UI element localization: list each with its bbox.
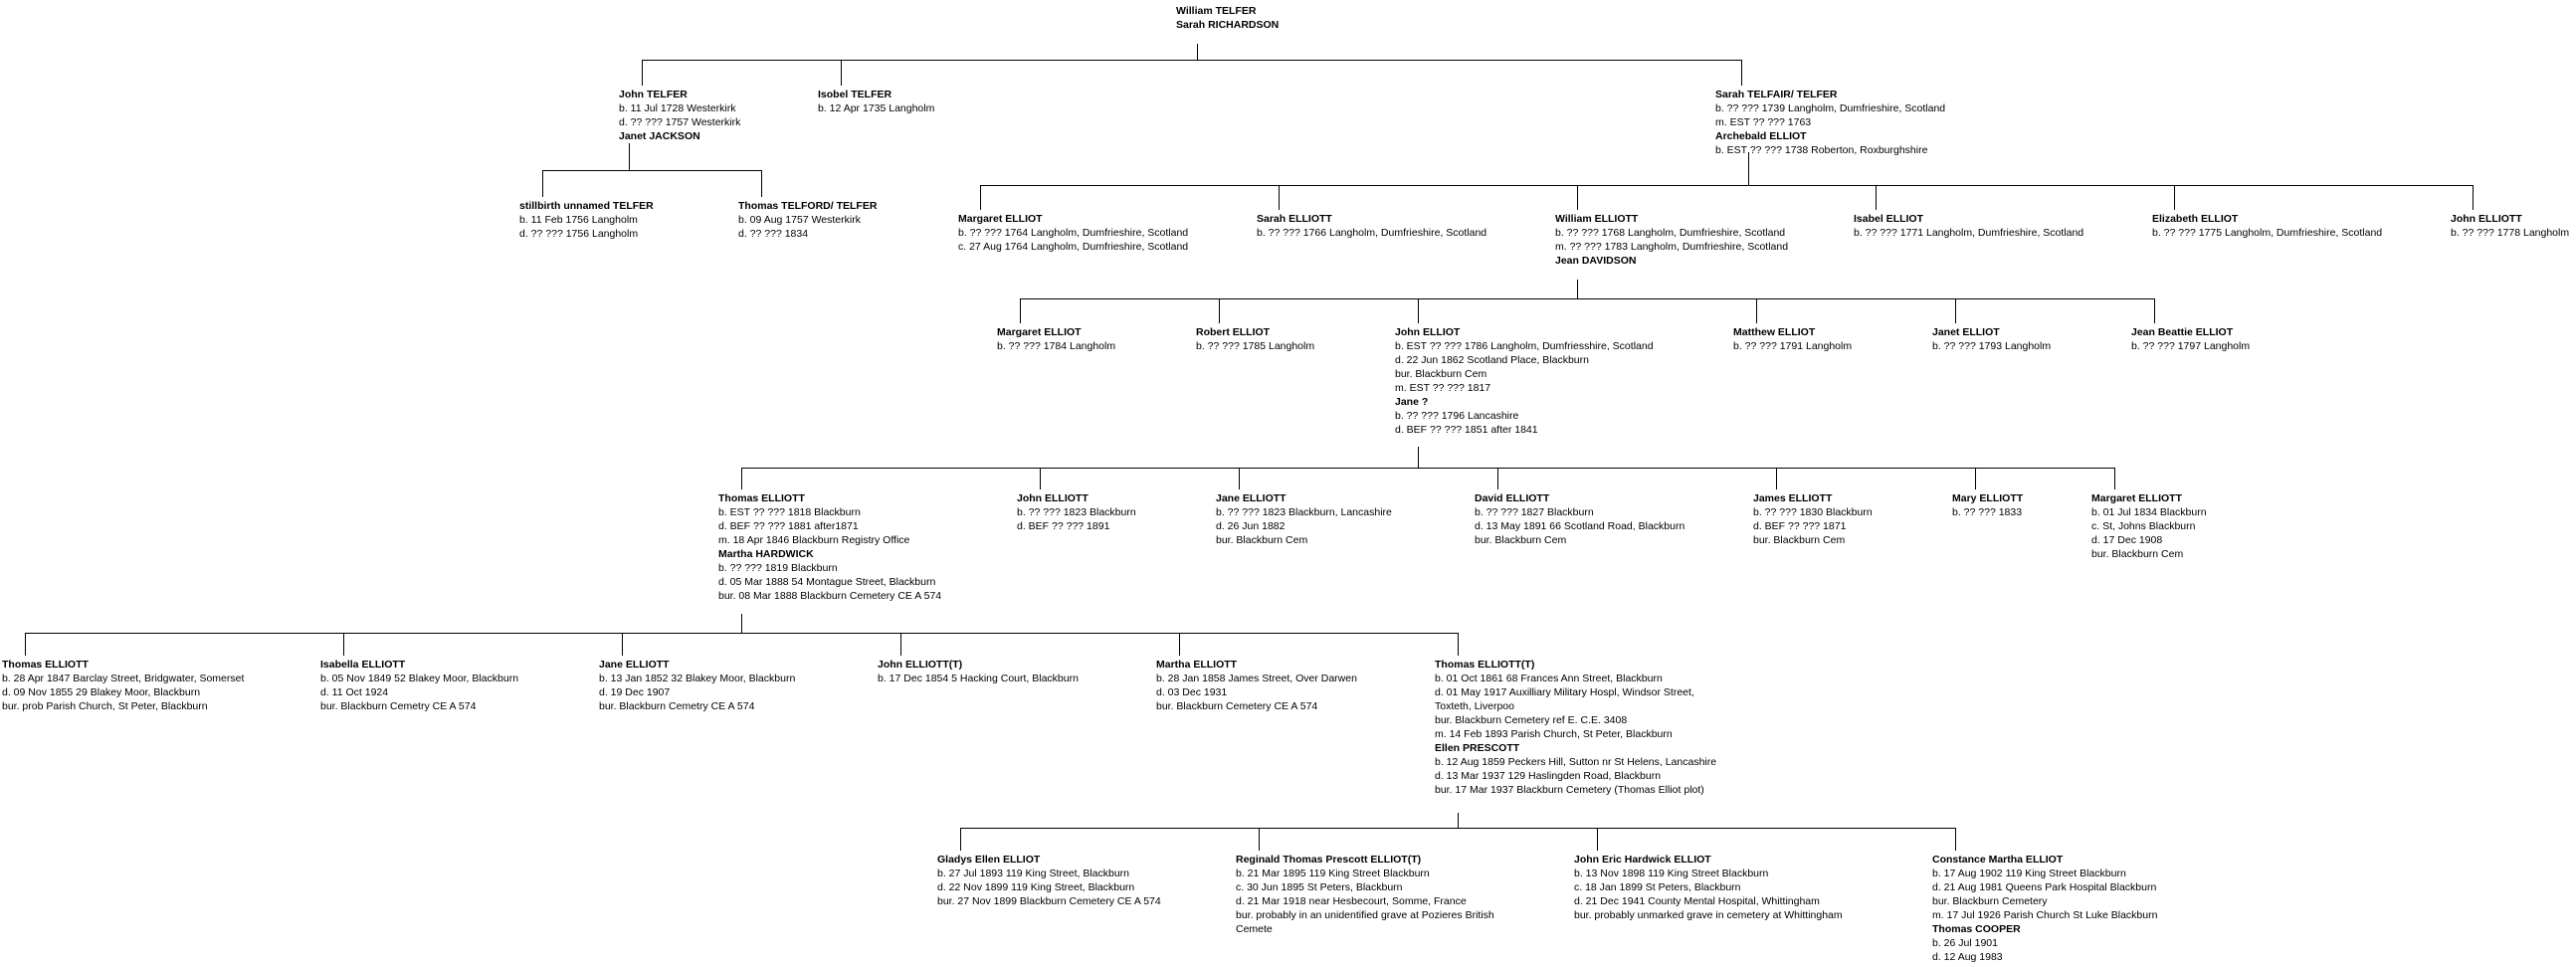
person-detail: c. 27 Aug 1764 Langholm, Dumfrieshire, Scotland xyxy=(958,241,1189,253)
person-detail: b. ?? ??? 1797 Langholm xyxy=(2131,340,2251,352)
person-detail: b. ?? ??? 1833 xyxy=(1952,506,2023,518)
person-detail: bur. probably unmarked grave in cemetery at Whittingham xyxy=(1574,909,1843,921)
person-detail: d. 17 Dec 1908 xyxy=(2091,534,2163,546)
spouse-name: Jean DAVIDSON xyxy=(1555,255,1637,267)
person-detail: b. EST ?? ??? 1786 Langholm, Dumfriesshire, Scotland xyxy=(1395,340,1654,352)
person-detail: bur. prob Parish Church, St Peter, Blackburn xyxy=(2,700,208,712)
person-name: John ELLIOTT xyxy=(1017,492,1089,504)
person-sarah-elliott-1766[interactable] xyxy=(1257,212,1486,240)
person-detail: b. 13 Jan 1852 32 Blakey Moor, Blackburn xyxy=(599,673,796,684)
spouse-detail: d. 12 Aug 1983 xyxy=(1932,951,2003,963)
person-detail: b. 01 Oct 1861 68 Frances Ann Street, Blackburn xyxy=(1435,673,1663,684)
person-detail: b. ?? ??? 1823 Blackburn, Lancashire xyxy=(1216,506,1392,518)
person-detail: d. 13 May 1891 66 Scotland Road, Blackburn xyxy=(1475,520,1685,532)
person-detail: b. ?? ??? 1739 Langholm, Dumfrieshire, Scotland xyxy=(1715,102,1946,114)
person-name: David ELLIOTT xyxy=(1475,492,1550,504)
person-name: Matthew ELLIOT xyxy=(1733,326,1816,338)
person-detail: m. 17 Jul 1926 Parish Church St Luke Blackburn xyxy=(1932,909,2158,921)
person-name: Janet ELLIOT xyxy=(1932,326,2000,338)
person-margaret-elliot-1784[interactable] xyxy=(997,325,1115,353)
person-name: Thomas ELLIOTT xyxy=(2,659,89,671)
person-detail: d. 03 Dec 1931 xyxy=(1156,686,1228,698)
person-detail: bur. Blackburn Cem xyxy=(1395,368,1487,380)
person-detail: b. 12 Apr 1735 Langholm xyxy=(818,102,935,114)
spouse-detail: bur. 08 Mar 1888 Blackburn Cemetery CE A 574 xyxy=(718,590,942,602)
person-name: Isabel ELLIOT xyxy=(1854,213,1924,225)
person-detail: b. ?? ??? 1784 Langholm xyxy=(997,340,1116,352)
person-detail: b. ?? ??? 1768 Langholm, Dumfrieshire, Scotland xyxy=(1555,227,1786,239)
person-william-telfer[interactable] xyxy=(1176,4,1279,32)
person-name: Robert ELLIOT xyxy=(1196,326,1271,338)
spouse-detail: b. EST ?? ??? 1738 Roberton, Roxburghshire xyxy=(1715,144,1928,156)
person-mary-elliott[interactable] xyxy=(1952,491,2023,519)
person-name: Constance Martha ELLIOT xyxy=(1932,854,2064,866)
person-john-elliot-1786[interactable] xyxy=(1395,325,1654,437)
spouse-detail: b. ?? ??? 1796 Lancashire xyxy=(1395,410,1519,422)
person-gladys-ellen-elliot[interactable] xyxy=(937,853,1161,908)
person-detail: bur. Blackburn Cemetery ref E. C.E. 3408 xyxy=(1435,714,1628,726)
person-name: James ELLIOTT xyxy=(1753,492,1833,504)
person-name: Thomas TELFORD/ TELFER xyxy=(738,200,878,212)
person-detail: b. EST ?? ??? 1818 Blackburn xyxy=(718,506,861,518)
person-james-elliott[interactable] xyxy=(1753,491,1873,547)
person-detail: b. 21 Mar 1895 119 King Street Blackburn xyxy=(1236,868,1430,879)
person-name: Jane ELLIOTT xyxy=(599,659,670,671)
person-matthew-elliot[interactable] xyxy=(1733,325,1852,353)
person-detail: Toxteth, Liverpoo xyxy=(1435,700,1514,712)
person-name: Margaret ELLIOTT xyxy=(2091,492,2183,504)
person-detail: c. 18 Jan 1899 St Peters, Blackburn xyxy=(1574,881,1741,893)
person-detail: b. ?? ??? 1791 Langholm xyxy=(1733,340,1853,352)
person-detail: d. 26 Jun 1882 xyxy=(1216,520,1286,532)
person-name: Jean Beattie ELLIOT xyxy=(2131,326,2234,338)
person-detail: c. St, Johns Blackburn xyxy=(2091,520,2196,532)
person-thomas-telford[interactable] xyxy=(738,199,877,241)
person-name: John TELFER xyxy=(619,89,688,100)
person-detail: d. ?? ??? 1756 Langholm xyxy=(519,228,639,240)
person-name: Reginald Thomas Prescott ELLIOT(T) xyxy=(1236,854,1422,866)
person-detail: d. ?? ??? 1834 xyxy=(738,228,809,240)
person-detail: b. ?? ??? 1766 Langholm, Dumfrieshire, Scotland xyxy=(1257,227,1487,239)
person-detail: b. ?? ??? 1778 Langholm xyxy=(2451,227,2570,239)
person-detail: bur. Blackburn Cemetry CE A 574 xyxy=(320,700,477,712)
person-detail: bur. 27 Nov 1899 Blackburn Cemetery CE A 574 xyxy=(937,895,1161,907)
person-detail: b. 09 Aug 1757 Westerkirk xyxy=(738,214,861,226)
person-detail: c. 30 Jun 1895 St Peters, Blackburn xyxy=(1236,881,1403,893)
person-detail: b. ?? ??? 1764 Langholm, Dumfrieshire, Scotland xyxy=(958,227,1189,239)
person-detail: m. EST ?? ??? 1817 xyxy=(1395,382,1491,394)
person-detail: d. ?? ??? 1757 Westerkirk xyxy=(619,116,741,128)
spouse-name: Archebald ELLIOT xyxy=(1715,130,1807,142)
person-name: Sarah ELLIOTT xyxy=(1257,213,1332,225)
person-name: William ELLIOTT xyxy=(1555,213,1639,225)
person-john-eric-elliot[interactable] xyxy=(1574,853,1843,922)
person-detail: d. 09 Nov 1855 29 Blakey Moor, Blackburn xyxy=(2,686,201,698)
person-thomas-elliott-1861[interactable] xyxy=(1435,658,1716,797)
spouse-detail: bur. 17 Mar 1937 Blackburn Cemetery (Thomas Elliot plot) xyxy=(1435,784,1704,796)
person-detail: b. 28 Apr 1847 Barclay Street, Bridgwater, Somerset xyxy=(2,673,245,684)
person-detail: b. ?? ??? 1830 Blackburn xyxy=(1753,506,1873,518)
person-margaret-elliott-1834[interactable] xyxy=(2091,491,2207,561)
person-detail: m. ?? ??? 1783 Langholm, Dumfrieshire, Scotland xyxy=(1555,241,1789,253)
spouse-name: Jane ? xyxy=(1395,396,1429,408)
person-detail: d. 21 Dec 1941 County Mental Hospital, Whittingham xyxy=(1574,895,1820,907)
person-detail: b. 05 Nov 1849 52 Blakey Moor, Blackburn xyxy=(320,673,519,684)
person-janet-elliot-1793[interactable] xyxy=(1932,325,2051,353)
person-detail: bur. Blackburn Cem xyxy=(1753,534,1846,546)
person-name: Isabella ELLIOTT xyxy=(320,659,406,671)
person-name: Jane ELLIOTT xyxy=(1216,492,1287,504)
person-jane-elliott-1823[interactable] xyxy=(1216,491,1392,547)
person-name: Elizabeth ELLIOT xyxy=(2152,213,2239,225)
person-detail: bur. Blackburn Cemetery CE A 574 xyxy=(1156,700,1318,712)
person-name: Isobel TELFER xyxy=(818,89,892,100)
person-detail: b. 01 Jul 1834 Blackburn xyxy=(2091,506,2207,518)
person-name: Thomas ELLIOTT(T) xyxy=(1435,659,1535,671)
spouse-detail: b. 12 Aug 1859 Peckers Hill, Sutton nr St Helens, Lancashire xyxy=(1435,756,1717,768)
person-name: John Eric Hardwick ELLIOT xyxy=(1574,854,1711,866)
person-detail: bur. Blackburn Cem xyxy=(2091,548,2184,560)
person-detail: d. BEF ?? ??? 1871 xyxy=(1753,520,1847,532)
person-name: William TELFER xyxy=(1176,5,1257,17)
person-detail: m. 14 Feb 1893 Parish Church, St Peter, Blackburn xyxy=(1435,728,1673,740)
person-detail: b. ?? ??? 1827 Blackburn xyxy=(1475,506,1594,518)
person-name: Martha ELLIOTT xyxy=(1156,659,1238,671)
person-isabel-elliot-1771[interactable] xyxy=(1854,212,2083,240)
person-john-telfer[interactable] xyxy=(619,88,740,143)
person-detail: b. ?? ??? 1775 Langholm, Dumfrieshire, Scotland xyxy=(2152,227,2383,239)
person-detail: b. 11 Jul 1728 Westerkirk xyxy=(619,102,736,114)
person-detail: b. ?? ??? 1771 Langholm, Dumfrieshire, Scotland xyxy=(1854,227,2084,239)
person-name: John ELLIOT xyxy=(1395,326,1461,338)
person-detail: bur. probably in an unidentified grave at Pozieres British xyxy=(1236,909,1494,921)
spouse-detail: d. 13 Mar 1937 129 Haslingden Road, Blackburn xyxy=(1435,770,1662,782)
person-detail: b. 11 Feb 1756 Langholm xyxy=(519,214,638,226)
person-john-elliott-1778[interactable] xyxy=(2451,212,2569,240)
person-detail: d. BEF ?? ??? 1881 after1871 xyxy=(718,520,859,532)
person-martha-elliott[interactable] xyxy=(1156,658,1357,713)
person-robert-elliot-1785[interactable] xyxy=(1196,325,1314,353)
person-detail: d. 19 Dec 1907 xyxy=(599,686,671,698)
person-detail: Cemete xyxy=(1236,923,1273,935)
spouse-name: Janet JACKSON xyxy=(619,130,700,142)
person-john-elliott-1854[interactable] xyxy=(878,658,1079,685)
person-detail: b. 13 Nov 1898 119 King Street Blackburn xyxy=(1574,868,1769,879)
person-name: Mary ELLIOTT xyxy=(1952,492,2024,504)
person-elizabeth-elliot-1775[interactable] xyxy=(2152,212,2382,240)
person-stillbirth-telfer[interactable] xyxy=(519,199,654,241)
person-jean-beattie-elliot[interactable] xyxy=(2131,325,2250,353)
spouse-name: Sarah RICHARDSON xyxy=(1176,19,1280,31)
person-detail: bur. Blackburn Cem xyxy=(1216,534,1308,546)
person-detail: m. 18 Apr 1846 Blackburn Registry Office xyxy=(718,534,910,546)
person-name: Margaret ELLIOT xyxy=(997,326,1082,338)
person-detail: bur. Blackburn Cemetery xyxy=(1932,895,2048,907)
person-detail: bur. Blackburn Cemetry CE A 574 xyxy=(599,700,755,712)
person-name: Thomas ELLIOTT xyxy=(718,492,805,504)
person-name: Margaret ELLIOT xyxy=(958,213,1043,225)
person-thomas-elliott-1847[interactable] xyxy=(2,658,244,713)
person-detail: m. EST ?? ??? 1763 xyxy=(1715,116,1812,128)
spouse-name: Thomas COOPER xyxy=(1932,923,2021,935)
spouse-detail: d. BEF ?? ??? 1851 after 1841 xyxy=(1395,424,1538,436)
person-detail: b. ?? ??? 1823 Blackburn xyxy=(1017,506,1136,518)
person-detail: b. ?? ??? 1793 Langholm xyxy=(1932,340,2052,352)
person-sarah-telfair[interactable] xyxy=(1715,88,1945,157)
person-detail: b. 27 Jul 1893 119 King Street, Blackburn xyxy=(937,868,1130,879)
person-detail: d. 21 Aug 1981 Queens Park Hospital Blackburn xyxy=(1932,881,2157,893)
person-isobel-telfer[interactable] xyxy=(818,88,934,115)
spouse-detail: b. 26 Jul 1901 xyxy=(1932,937,1998,949)
person-detail: d. 21 Mar 1918 near Hesbecourt, Somme, France xyxy=(1236,895,1467,907)
person-name: John ELLIOTT xyxy=(2451,213,2522,225)
person-detail: b. 17 Aug 1902 119 King Street Blackburn xyxy=(1932,868,2126,879)
spouse-name: Martha HARDWICK xyxy=(718,548,814,560)
spouse-name: Ellen PRESCOTT xyxy=(1435,742,1520,754)
person-john-elliott-1823[interactable] xyxy=(1017,491,1136,533)
person-jane-elliott-1852[interactable] xyxy=(599,658,795,713)
person-name: John ELLIOTT(T) xyxy=(878,659,963,671)
person-reginald-elliot[interactable] xyxy=(1236,853,1494,936)
person-name: Sarah TELFAIR/ TELFER xyxy=(1715,89,1838,100)
person-david-elliott[interactable] xyxy=(1475,491,1684,547)
person-detail: bur. Blackburn Cem xyxy=(1475,534,1567,546)
spouse-detail: b. ?? ??? 1819 Blackburn xyxy=(718,562,838,574)
person-margaret-elliot-1764[interactable] xyxy=(958,212,1188,254)
person-detail: d. 01 May 1917 Auxilliary Military Hospl, Windsor Street, xyxy=(1435,686,1694,698)
person-detail: d. 11 Oct 1924 xyxy=(320,686,389,698)
person-isabella-elliott[interactable] xyxy=(320,658,518,713)
person-detail: d. 22 Jun 1862 Scotland Place, Blackburn xyxy=(1395,354,1589,366)
person-detail: b. ?? ??? 1785 Langholm xyxy=(1196,340,1315,352)
person-william-elliott-1768[interactable] xyxy=(1555,212,1788,268)
person-constance-elliot[interactable] xyxy=(1932,853,2157,964)
person-detail: d. 22 Nov 1899 119 King Street, Blackburn xyxy=(937,881,1135,893)
person-detail: b. 28 Jan 1858 James Street, Over Darwen xyxy=(1156,673,1357,684)
person-name: stillbirth unnamed TELFER xyxy=(519,200,654,212)
person-thomas-elliott-1818[interactable] xyxy=(718,491,941,603)
person-detail: b. 17 Dec 1854 5 Hacking Court, Blackburn xyxy=(878,673,1079,684)
person-name: Gladys Ellen ELLIOT xyxy=(937,854,1041,866)
person-detail: d. BEF ?? ??? 1891 xyxy=(1017,520,1110,532)
spouse-detail: d. 05 Mar 1888 54 Montague Street, Blackburn xyxy=(718,576,936,588)
